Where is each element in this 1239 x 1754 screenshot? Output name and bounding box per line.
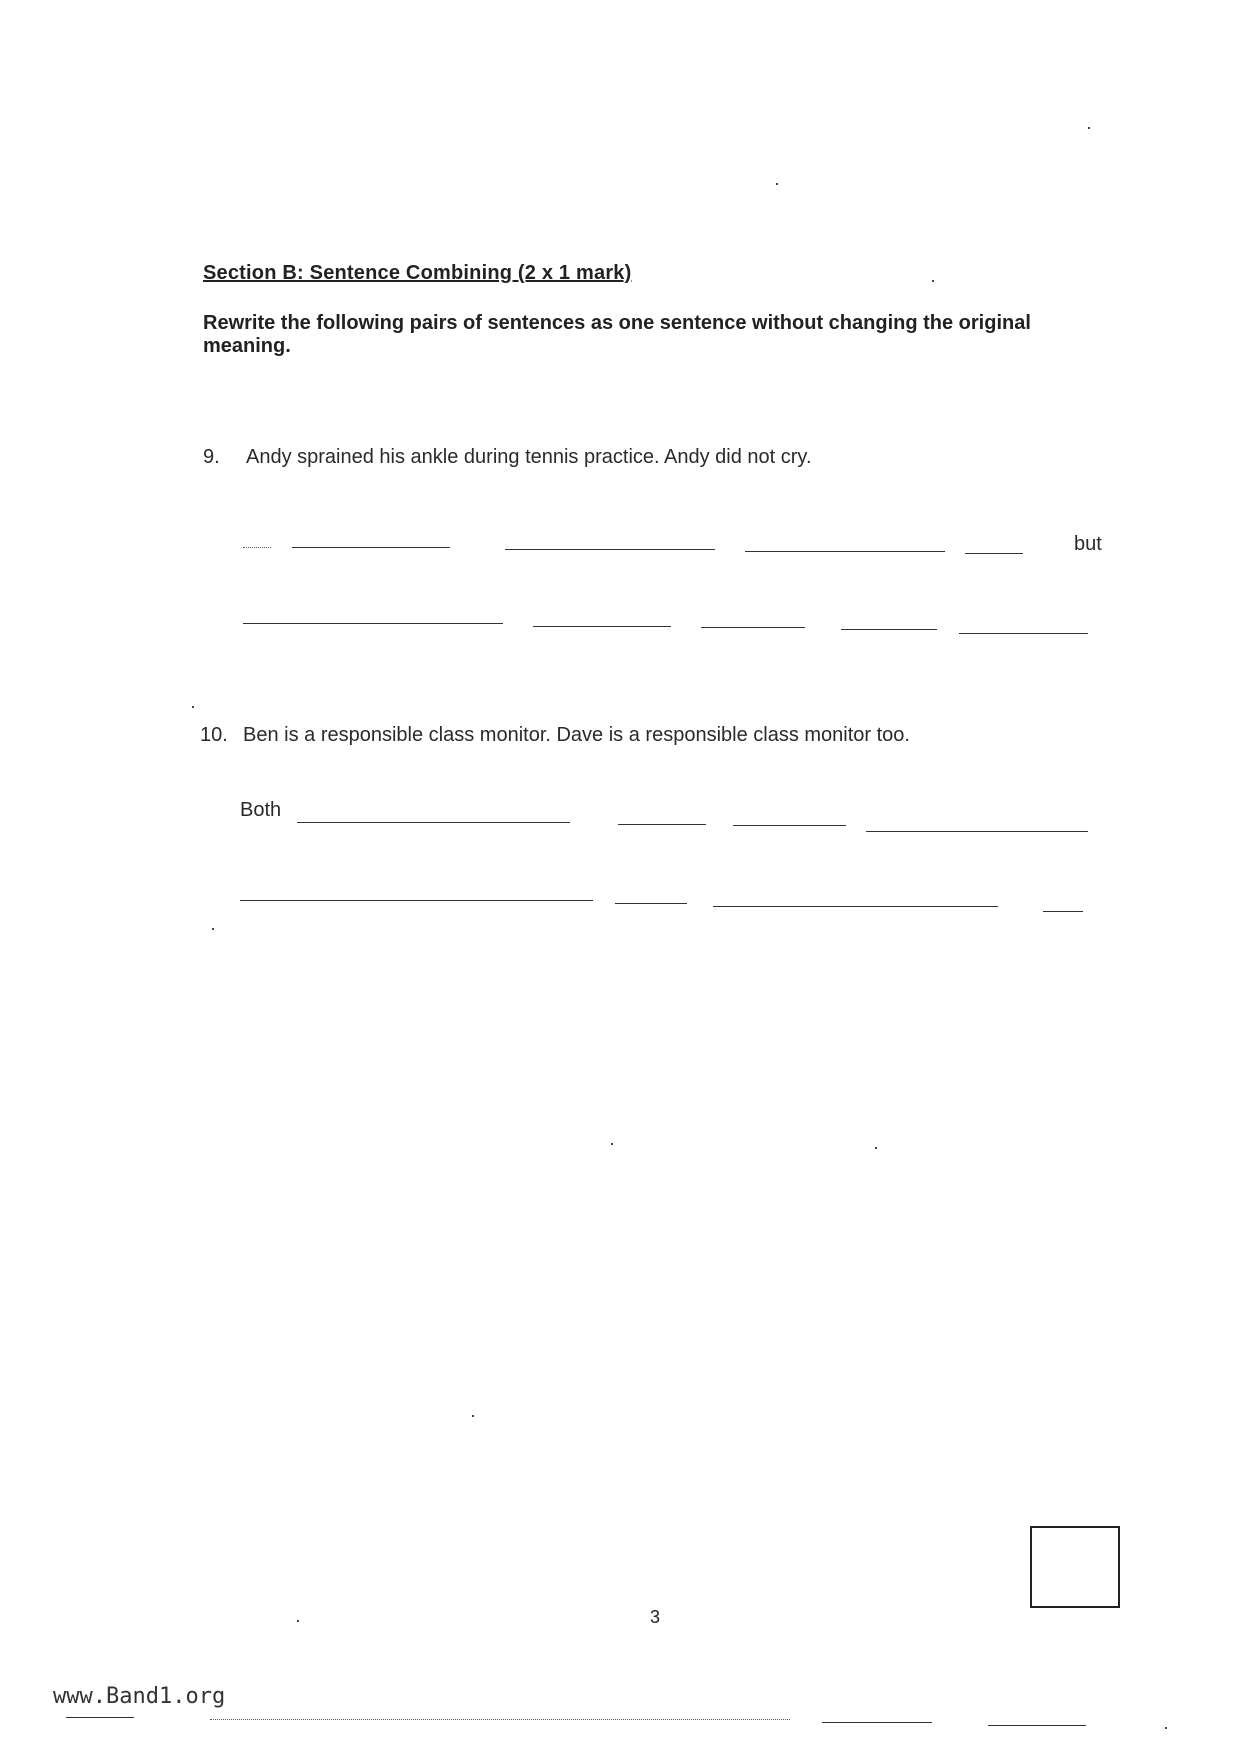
answer-line: [505, 549, 715, 550]
answer-line: [618, 824, 706, 825]
scan-line: [66, 1717, 134, 1718]
answer-line: [533, 626, 671, 627]
question-9: [203, 446, 812, 469]
answer-line: [701, 627, 805, 628]
answer-line: [965, 553, 1023, 554]
answer-line: [866, 831, 1088, 832]
scan-line: [822, 1722, 932, 1723]
prompt-word-both: Both: [240, 799, 282, 821]
section-title: Section B: Sentence Combining (2 x 1 mark): [203, 262, 632, 284]
question-text: Andy sprained his ankle during tennis practice. Andy did not cry.: [246, 446, 812, 468]
question-number: 10.: [200, 724, 228, 746]
answer-line: [745, 551, 945, 552]
answer-line: [713, 906, 998, 907]
question-10: [200, 724, 910, 747]
instructions: Rewrite the following pairs of sentences as one sentence without changing the original meaning.: [203, 312, 1031, 357]
answer-line: [733, 825, 846, 826]
scan-line: [988, 1725, 1086, 1726]
answer-line: [240, 900, 593, 901]
answer-line: [1043, 911, 1083, 912]
answer-line: [841, 629, 937, 630]
question-number: 9.: [203, 446, 220, 468]
answer-line: [243, 623, 503, 624]
answer-line: [615, 903, 687, 904]
answer-line: [243, 547, 271, 548]
prompt-word-but: but: [1074, 533, 1102, 555]
score-box: [1030, 1526, 1120, 1608]
answer-line: [297, 822, 570, 823]
answer-line: [292, 547, 450, 548]
question-text: Ben is a responsible class monitor. Dave is a responsible class monitor too.: [243, 724, 910, 746]
page-number: 3: [650, 1607, 661, 1627]
watermark: www.Band1.org: [53, 1684, 226, 1709]
answer-line: [959, 633, 1088, 634]
scan-line: [210, 1719, 790, 1720]
